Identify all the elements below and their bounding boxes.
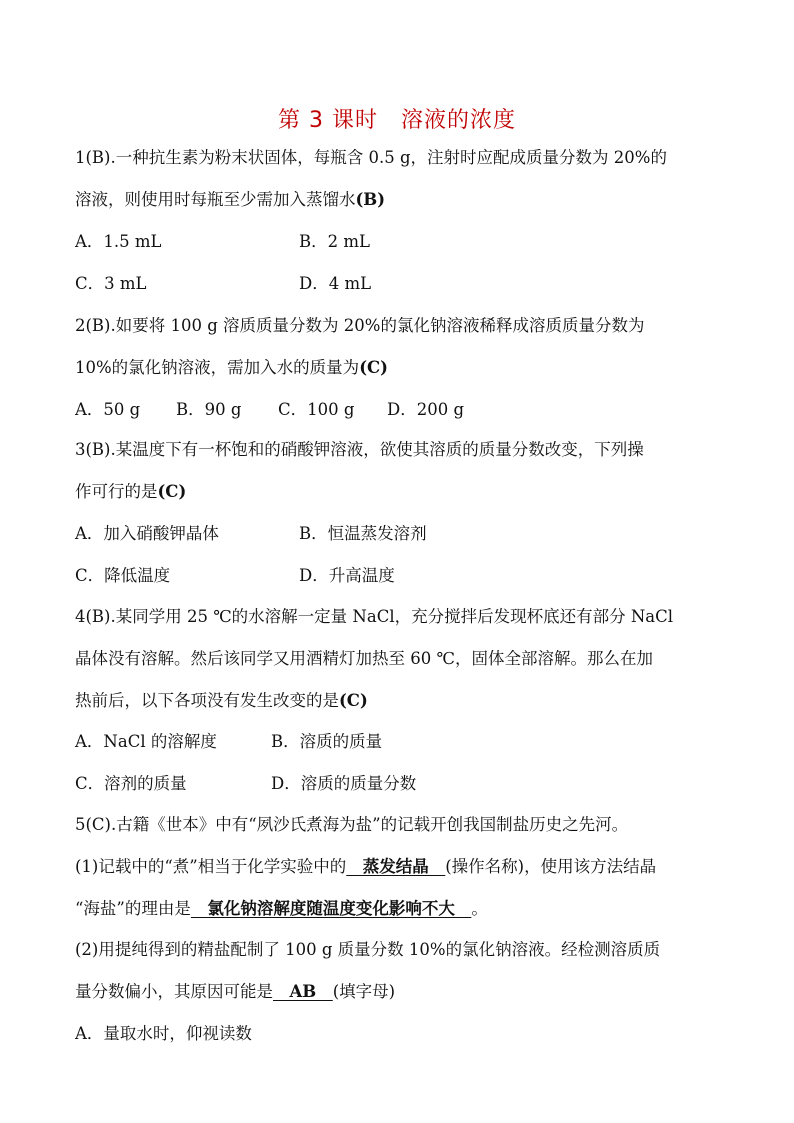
q3-option-d: D．升高温度 — [299, 566, 395, 585]
q5-part1-text-c: “海盐”的理由是 — [75, 899, 191, 918]
q5-part1-answer-blank: 蒸发结晶 — [346, 857, 446, 876]
q4-option-d: D．溶质的质量分数 — [271, 774, 417, 793]
q2-stem-text: 10%的氯化钠溶液，需加入水的质量为 — [75, 358, 360, 377]
q5-stem-line1: 5(C).古籍《世本》中有“夙沙氏煮海为盐”的记载开创我国制盐历史之先河。 — [75, 815, 629, 834]
q1-option-b: B．2 mL — [299, 232, 370, 251]
q5-part1-line2 — [75, 897, 488, 921]
q2-option-a: A．50 g — [75, 400, 141, 419]
q4-stem-line2: 晶体没有溶解。然后该同学又用酒精灯加热至 60 ℃，固体全部溶解。那么在加 — [75, 649, 653, 668]
q1-stem-line2 — [75, 188, 385, 212]
q5-part2-text-c: (填字母) — [332, 982, 396, 1001]
q5-part2-answer-blank: AB — [273, 982, 333, 1001]
q4-stem-line3 — [75, 689, 368, 713]
q4-option-c: C．溶剂的质量 — [75, 774, 187, 793]
q1-answer: (B) — [355, 190, 386, 209]
q3-option-a: A．加入硝酸钾晶体 — [75, 524, 219, 543]
q3-stem-line1: 3(B).某温度下有一杯饱和的硝酸钾溶液，欲使其溶质的质量分数改变，下列操 — [75, 440, 644, 459]
q2-option-c: C．100 g — [278, 400, 355, 419]
q5-part1-text-b: (操作名称)，使用该方法结晶 — [445, 857, 657, 876]
q4-option-a: A．NaCl 的溶解度 — [75, 732, 217, 751]
q5-option-a: A．量取水时，仰视读数 — [75, 1024, 252, 1043]
q5-part2-line1: (2)用提纯得到的精盐配制了 100 g 质量分数 10%的氯化钠溶液。经检测溶质质 — [75, 940, 661, 959]
q5-part1-line1 — [75, 855, 656, 879]
q2-option-b: B．90 g — [176, 400, 242, 419]
q5-part1-text-a: (1)记载中的“煮”相当于化学实验中的 — [75, 857, 347, 876]
q2-stem-line2 — [75, 356, 388, 380]
q3-option-b: B．恒温蒸发溶剂 — [299, 524, 427, 543]
q4-option-b: B．溶质的质量 — [271, 732, 383, 751]
q5-part1-reason-blank: 氯化钠溶解度随温度变化影响不大 — [190, 899, 472, 918]
q2-option-d: D．200 g — [387, 400, 465, 419]
q1-stem-text: 溶液，则使用时每瓶至少需加入蒸馏水 — [75, 190, 356, 209]
q3-stem-line2 — [75, 480, 186, 504]
q2-stem-line1: 2(B).如要将 100 g 溶质质量分数为 20%的氯化钠溶液稀释成溶质质量分数为 — [75, 316, 645, 335]
q4-stem-line1: 4(B).某同学用 25 ℃的水溶解一定量 NaCl，充分搅拌后发现杯底还有部分 NaCl — [75, 607, 674, 626]
q5-part2-text-b: 量分数偏小，其原因可能是 — [75, 982, 273, 1001]
q3-option-c: C．降低温度 — [75, 566, 171, 585]
q5-part1-text-d: 。 — [471, 899, 488, 918]
q1-stem-line1: 1(B).一种抗生素为粉末状固体，每瓶含 0.5 g，注射时应配成质量分数为 20%的 — [75, 148, 667, 167]
q5-part2-line2 — [75, 980, 395, 1004]
q1-option-d: D．4 mL — [299, 274, 372, 293]
q1-option-c: C．3 mL — [75, 274, 147, 293]
q1-option-a: A．1.5 mL — [75, 232, 162, 251]
page-title: 第 3 课时 溶液的浓度 — [278, 108, 516, 133]
q2-answer: (C) — [359, 358, 388, 377]
q4-answer: (C) — [339, 691, 368, 710]
q4-stem-text: 热前后，以下各项没有发生改变的是 — [75, 691, 339, 710]
q3-answer: (C) — [157, 482, 187, 501]
q3-stem-text: 作可行的是 — [75, 482, 158, 501]
